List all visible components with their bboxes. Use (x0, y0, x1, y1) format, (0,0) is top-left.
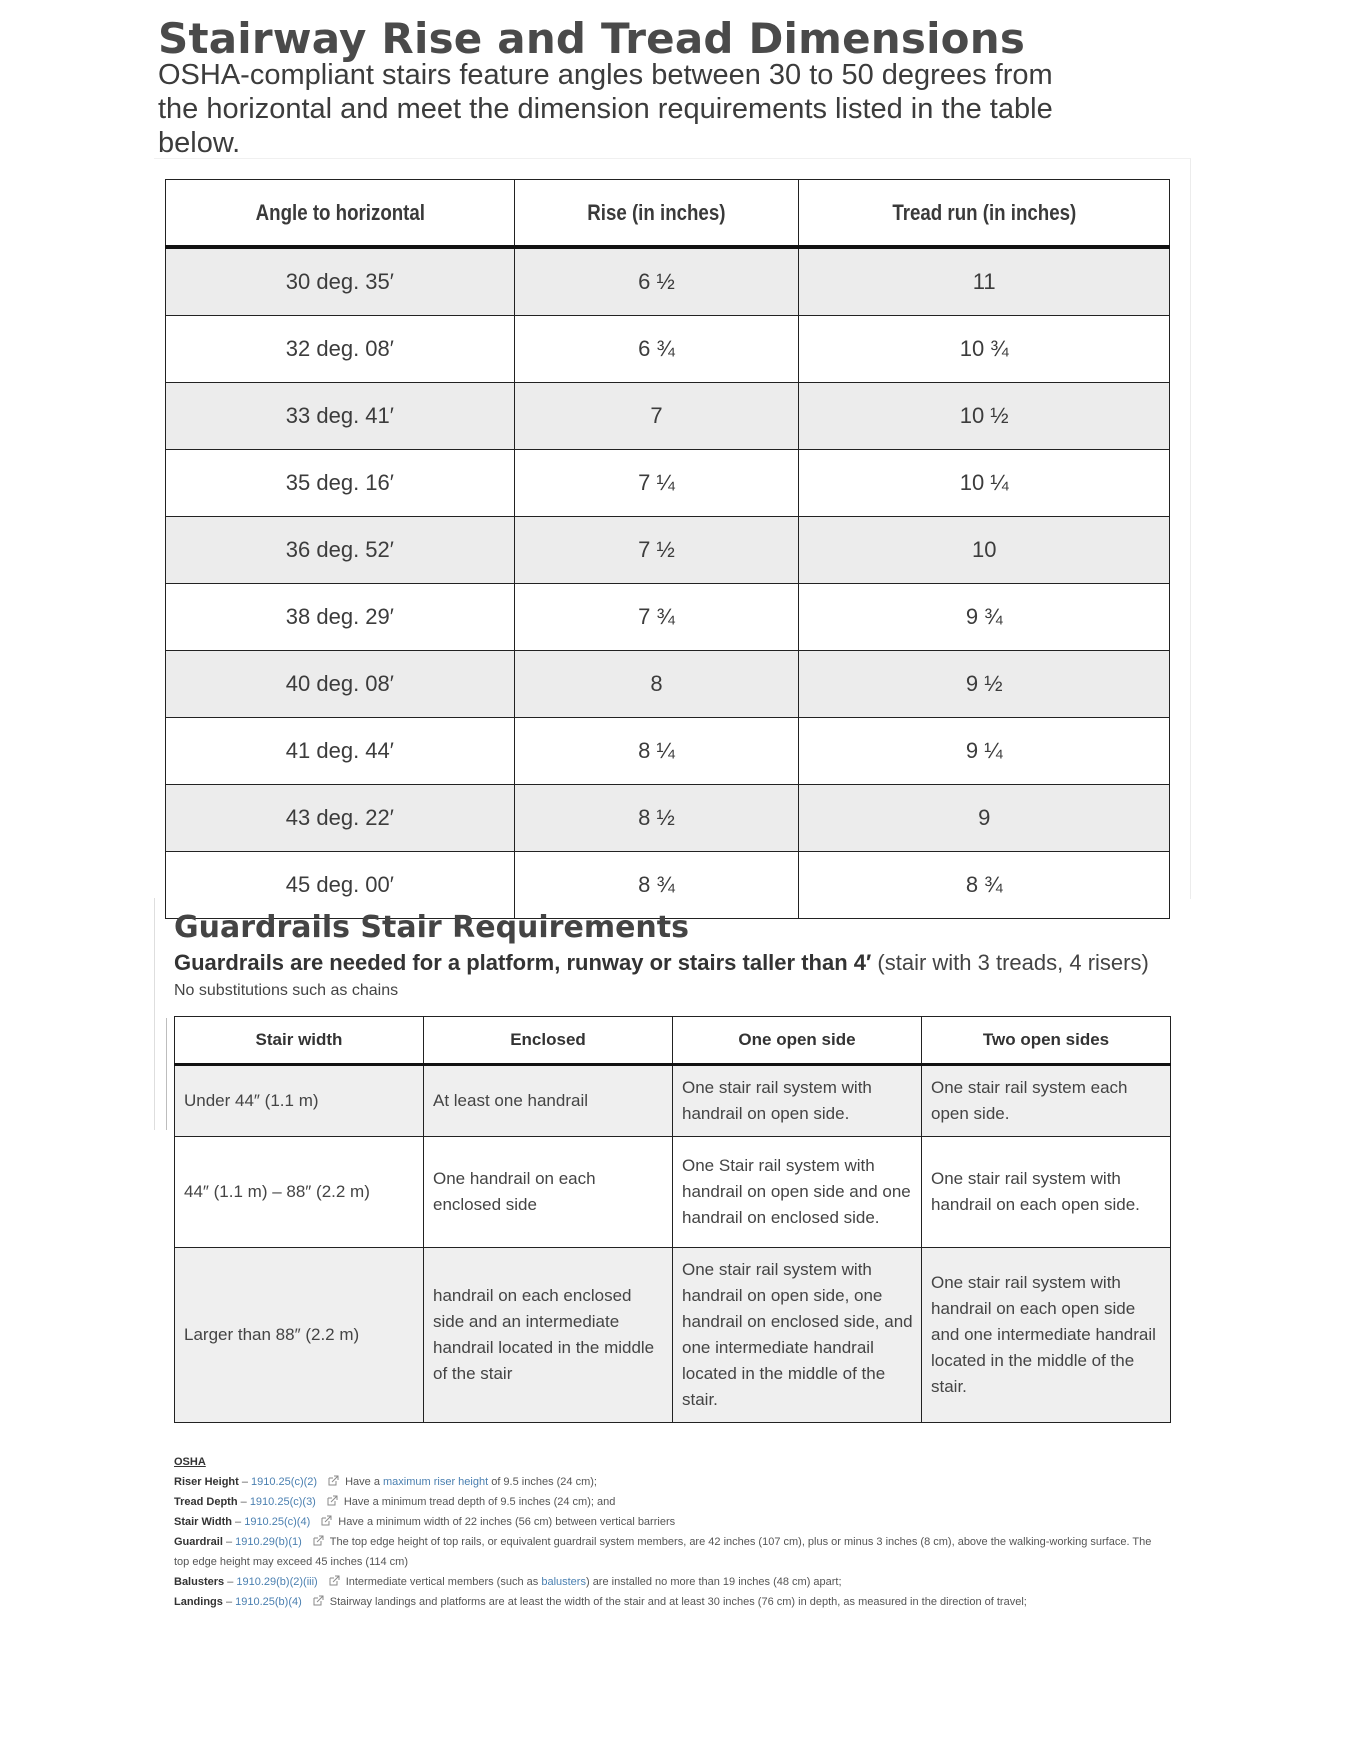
reference-code-link[interactable]: 1910.29(b)(1) (235, 1536, 302, 1548)
external-link-icon[interactable] (327, 1475, 339, 1487)
guardrails-table (174, 1016, 1171, 1423)
tread-cell: 10 ½ (799, 383, 1170, 450)
reference-code-link[interactable]: 1910.25(c)(4) (244, 1516, 311, 1528)
table-row (166, 718, 1170, 785)
stair-width-cell: Larger than 88″ (2.2 m) (175, 1248, 424, 1423)
guardrail-note: No substitutions such as chains (174, 982, 399, 999)
rise-cell: 7 ½ (514, 517, 799, 584)
angle-cell: 35 deg. 16′ (166, 450, 515, 517)
column-header: Stair width (175, 1017, 424, 1065)
osha-references (174, 1452, 1154, 1612)
rise-cell: 6 ½ (514, 247, 799, 316)
rise-cell: 7 ¾ (514, 584, 799, 651)
guardrail-requirement (174, 950, 1149, 976)
reference-label: Balusters (174, 1576, 225, 1588)
tread-cell: 10 ¾ (799, 316, 1170, 383)
tread-cell: 11 (799, 247, 1170, 316)
divider (166, 1018, 167, 1130)
reference-text: of 9.5 inches (24 cm); (488, 1476, 597, 1488)
column-header: Enclosed (424, 1017, 673, 1065)
two-open-sides-cell: One stair rail system each open side. (922, 1065, 1171, 1137)
column-header: Two open sides (922, 1017, 1171, 1065)
reference-label: Stair Width (174, 1516, 232, 1528)
rise-cell: 7 (514, 383, 799, 450)
reference-label: Tread Depth (174, 1496, 238, 1508)
rise-cell: 8 ½ (514, 785, 799, 852)
stair-width-cell: 44″ (1.1 m) – 88″ (2.2 m) (175, 1137, 424, 1248)
rise-cell: 8 (514, 651, 799, 718)
reference-item: Tread Depth – 1910.25(c)(3) Have a minimum tread depth of 9.5 inches (24 cm); and (174, 1496, 616, 1508)
section-title: Guardrails Stair Requirements (174, 910, 689, 945)
tread-cell: 10 (799, 517, 1170, 584)
tread-cell: 9 (799, 785, 1170, 852)
riser-height-link[interactable]: maximum riser height (383, 1476, 489, 1488)
reference-item: Balusters – 1910.29(b)(2)(iii) Intermediate vertical members (such as balusters) are installed no more than 19 inches (48 cm) apart; (174, 1576, 842, 1588)
angle-cell: 30 deg. 35′ (166, 247, 515, 316)
table-row (175, 1137, 1171, 1248)
tread-cell: 9 ¾ (799, 584, 1170, 651)
tread-cell: 9 ½ (799, 651, 1170, 718)
table-row (166, 651, 1170, 718)
reference-label: Riser Height (174, 1476, 239, 1488)
column-header: One open side (673, 1017, 922, 1065)
reference-code-link[interactable]: 1910.25(c)(2) (251, 1476, 318, 1488)
one-open-side-cell: One stair rail system with handrail on open side. (673, 1065, 922, 1137)
reference-item: Guardrail – 1910.29(b)(1) The top edge height of top rails, or equivalent guardrail system members, are 42 inches (107 cm), plus or minus 3 inches (8 cm), above the walking-working surface. The top edge height may exceed 45 inches (114 cm) (174, 1536, 1152, 1568)
angle-cell: 36 deg. 52′ (166, 517, 515, 584)
reference-text: Have a (345, 1476, 383, 1488)
external-link-icon[interactable] (312, 1535, 324, 1547)
stair-width-cell: Under 44″ (1.1 m) (175, 1065, 424, 1137)
one-open-side-cell: One Stair rail system with handrail on open side and one handrail on enclosed side. (673, 1137, 922, 1248)
requirement-bold: Guardrails are needed for a platform, runway or stairs taller than 4′ (174, 950, 872, 975)
tread-cell: 9 ¼ (799, 718, 1170, 785)
external-link-icon[interactable] (312, 1595, 324, 1607)
reference-text: Have a minimum tread depth of 9.5 inches (24 cm); and (343, 1496, 616, 1508)
enclosed-cell: handrail on each enclosed side and an intermediate handrail located in the middle of the stair (424, 1248, 673, 1423)
osha-heading: OSHA (174, 1456, 206, 1468)
table-row (166, 852, 1170, 919)
rise-cell: 8 ¼ (514, 718, 799, 785)
rise-cell: 6 ¾ (514, 316, 799, 383)
column-header: Tread run (in inches) (827, 180, 1142, 248)
reference-item: Stair Width – 1910.25(c)(4) Have a minimum width of 22 inches (56 cm) between vertical barriers (174, 1516, 676, 1528)
angle-cell: 33 deg. 41′ (166, 383, 515, 450)
divider (154, 898, 155, 1130)
enclosed-cell: One handrail on each enclosed side (424, 1137, 673, 1248)
external-link-icon[interactable] (320, 1515, 332, 1527)
angle-cell: 32 deg. 08′ (166, 316, 515, 383)
requirement-paren: (stair with 3 treads, 4 risers) (877, 950, 1149, 975)
reference-text: Stairway landings and platforms are at least the width of the stair and at least 30 inches (76 cm) in depth, as measured in the direction of travel; (329, 1596, 1027, 1608)
table-row (166, 785, 1170, 852)
reference-code-link[interactable]: 1910.29(b)(2)(iii) (236, 1576, 318, 1588)
reference-item: Landings – 1910.25(b)(4) Stairway landings and platforms are at least the width of the stair and at least 30 inches (76 cm) in depth, as measured in the direction of travel; (174, 1596, 1027, 1608)
two-open-sides-cell: One stair rail system with handrail on each open side and one intermediate handrail located in the middle of the stair. (922, 1248, 1171, 1423)
balusters-link[interactable]: balusters (541, 1576, 586, 1588)
table-row (166, 316, 1170, 383)
reference-text: The top edge height of top rails, or equivalent guardrail system members, are 42 inches (107 cm), plus or minus 3 inches (8 cm), above the walking-working surface. The top edge height may exceed 45 inches (114 cm) (174, 1536, 1152, 1568)
table-row (166, 383, 1170, 450)
table-row (175, 1248, 1171, 1423)
reference-code-link[interactable]: 1910.25(b)(4) (235, 1596, 302, 1608)
angle-cell: 40 deg. 08′ (166, 651, 515, 718)
reference-label: Landings (174, 1596, 223, 1608)
reference-label: Guardrail (174, 1536, 223, 1548)
external-link-icon[interactable] (326, 1495, 338, 1507)
tread-cell: 8 ¾ (799, 852, 1170, 919)
page-subtitle: OSHA-compliant stairs feature angles between 30 to 50 degrees from the horizontal and meet the dimension requirements listed in the table below. (158, 59, 1053, 159)
reference-text: ) are installed no more than 19 inches (48 cm) apart; (585, 1576, 842, 1588)
angle-cell: 45 deg. 00′ (166, 852, 515, 919)
reference-text: Have a minimum width of 22 inches (56 cm) between vertical barriers (338, 1516, 676, 1528)
angle-cell: 38 deg. 29′ (166, 584, 515, 651)
table-row (175, 1065, 1171, 1137)
page-title: Stairway Rise and Tread Dimensions (158, 14, 1026, 63)
reference-text: Intermediate vertical members (such as (345, 1576, 542, 1588)
table-row (166, 517, 1170, 584)
table-row (166, 450, 1170, 517)
tread-cell: 10 ¼ (799, 450, 1170, 517)
one-open-side-cell: One stair rail system with handrail on open side, one handrail on enclosed side, and one intermediate handrail located in the middle of the stair. (673, 1248, 922, 1423)
table-row (166, 584, 1170, 651)
rise-cell: 7 ¼ (514, 450, 799, 517)
column-header: Angle to horizontal (192, 180, 488, 248)
rise-cell: 8 ¾ (514, 852, 799, 919)
table-header-row (166, 180, 1170, 248)
table-row (166, 247, 1170, 316)
angle-cell: 43 deg. 22′ (166, 785, 515, 852)
reference-code-link[interactable]: 1910.25(c)(3) (249, 1496, 316, 1508)
external-link-icon[interactable] (328, 1575, 340, 1587)
enclosed-cell: At least one handrail (424, 1065, 673, 1137)
two-open-sides-cell: One stair rail system with handrail on each open side. (922, 1137, 1171, 1248)
angle-cell: 41 deg. 44′ (166, 718, 515, 785)
reference-item: Riser Height – 1910.25(c)(2) Have a maximum riser height of 9.5 inches (24 cm); (174, 1476, 597, 1488)
column-header: Rise (in inches) (536, 180, 778, 248)
dimensions-table (165, 179, 1170, 919)
table-header-row (175, 1017, 1171, 1065)
